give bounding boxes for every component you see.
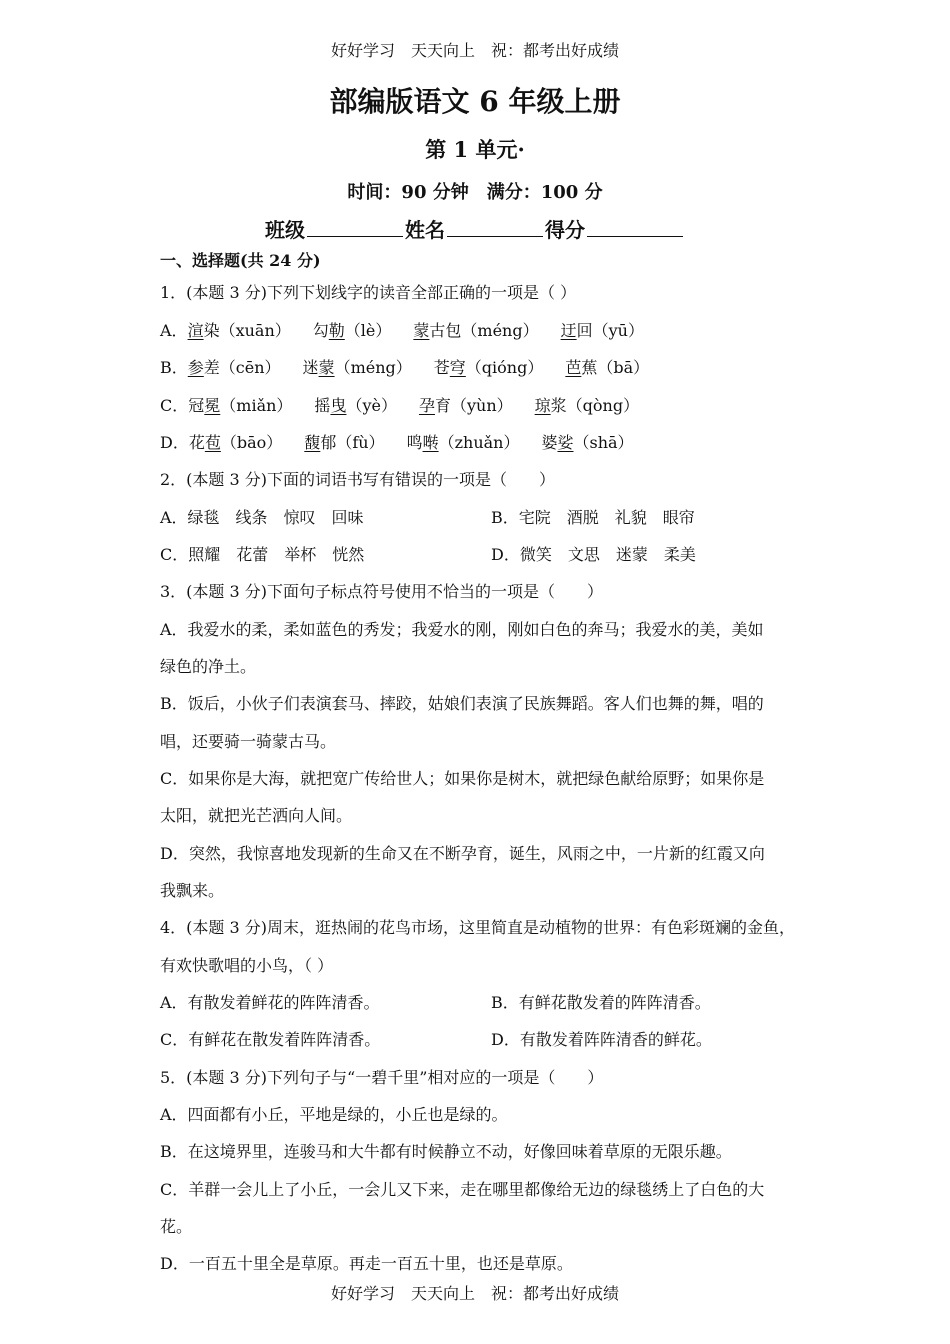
q2-option-c: C．照耀 花蕾 举杯 恍然 (160, 545, 365, 564)
q2-option-a: A．绿毯 线条 惊叹 回味 (160, 508, 364, 527)
q1-stem: 1．(本题 3 分)下列下划线字的读音全部正确的一项是（ ） (160, 283, 577, 302)
page-header: 好好学习 天天向上 祝：都考出好成绩 (330, 41, 619, 60)
name-blank[interactable] (447, 216, 543, 237)
q3-stem: 3．(本题 3 分)下面句子标点符号使用不恰当的一项是（ ） (160, 582, 604, 601)
q1-option-b: B．参差（cēn） 迷蒙（méng） 苍穹（qióng） 芭蕉（bā） (160, 358, 650, 377)
q4-option-d: D．有散发着阵阵清香的鲜花。 (491, 1030, 712, 1049)
q5-stem: 5．(本题 3 分)下列句子与“一碧千里”相对应的一项是（ ） (160, 1068, 604, 1087)
q3-option-a: A．我爱水的柔，柔如蓝色的秀发；我爱水的刚，刚如白色的奔马；我爱水的美，美如 (160, 620, 764, 639)
q4-option-a: A．有散发着鲜花的阵阵清香。 (160, 993, 380, 1012)
q5-option-c: C．羊群一会儿上了小丘，一会儿又下来，走在哪里都像给无边的绿毯绣上了白色的大 (160, 1180, 765, 1199)
q4-option-b: B．有鲜花散发着的阵阵清香。 (491, 993, 711, 1012)
q4-stem-cont: 有欢快歌唱的小鸟，（ ） (160, 956, 334, 975)
class-blank[interactable] (307, 216, 403, 237)
q5-option-a: A．四面都有小丘，平地是绿的，小丘也是绿的。 (160, 1105, 508, 1124)
q3-option-d: D．突然，我惊喜地发现新的生命又在不断孕育，诞生，风雨之中，一片新的红霞又向 (160, 844, 765, 863)
q2-option-d: D．微笑 文思 迷蒙 柔美 (491, 545, 696, 564)
q5-option-b: B．在这境界里，连骏马和大牛都有时候静立不动，好像回味着草原的无限乐趣。 (160, 1142, 732, 1161)
score-label: 得分 (545, 218, 585, 242)
q1-option-a: A．渲染（xuān） 勾勒（lè） 蒙古包（méng） 迂回（yū） (160, 321, 644, 340)
q1-option-d: D．花苞（bāo） 馥郁（fù） 鸣啭（zhuǎn） 婆娑（shā） (160, 433, 634, 452)
q3-option-c: C．如果你是大海，就把宽广传给世人；如果你是树木，就把绿色献给原野；如果你是 (160, 769, 765, 788)
q5-option-c-cont: 花。 (160, 1217, 193, 1236)
q4-stem: 4．(本题 3 分)周末，逛热闹的花鸟市场，这里简直是动植物的世界：有色彩斑斓的金鱼， (160, 918, 796, 937)
q2-option-b: B．宅院 酒脱 礼貌 眼帘 (491, 508, 695, 527)
unit-title: 第 1 单元· (425, 137, 525, 162)
q3-option-c-cont: 太阳，就把光芒洒向人间。 (160, 806, 353, 825)
class-label: 班级 (265, 218, 305, 242)
student-info-line (0, 214, 950, 243)
page-footer: 好好学习 天天向上 祝：都考出好成绩 (330, 1284, 619, 1303)
q3-option-b: B．饭后，小伙子们表演套马、摔跤，姑娘们表演了民族舞蹈。客人们也舞的舞，唱的 (160, 694, 764, 713)
name-label: 姓名 (405, 218, 445, 242)
q3-option-b-cont: 唱，还要骑一骑蒙古马。 (160, 732, 337, 751)
q5-option-d: D．一百五十里全是草原。再走一百五十里，也还是草原。 (160, 1254, 573, 1273)
q4-option-c: C．有鲜花在散发着阵阵清香。 (160, 1030, 381, 1049)
q2-stem: 2．(本题 3 分)下面的词语书写有错误的一项是（ ） (160, 470, 556, 489)
section-title: 一、选择题(共 24 分) (160, 251, 321, 270)
score-blank[interactable] (587, 216, 683, 237)
time-score-line: 时间：90 分钟 满分：100 分 (347, 182, 603, 203)
exam-title: 部编版语文 6 年级上册 (329, 85, 621, 118)
q3-option-a-cont: 绿色的净土。 (160, 657, 257, 676)
q1-option-c: C．冠冕（miǎn） 摇曳（yè） 孕育（yùn） 琼浆（qòng） (160, 396, 640, 415)
q3-option-d-cont: 我飘来。 (160, 881, 225, 900)
